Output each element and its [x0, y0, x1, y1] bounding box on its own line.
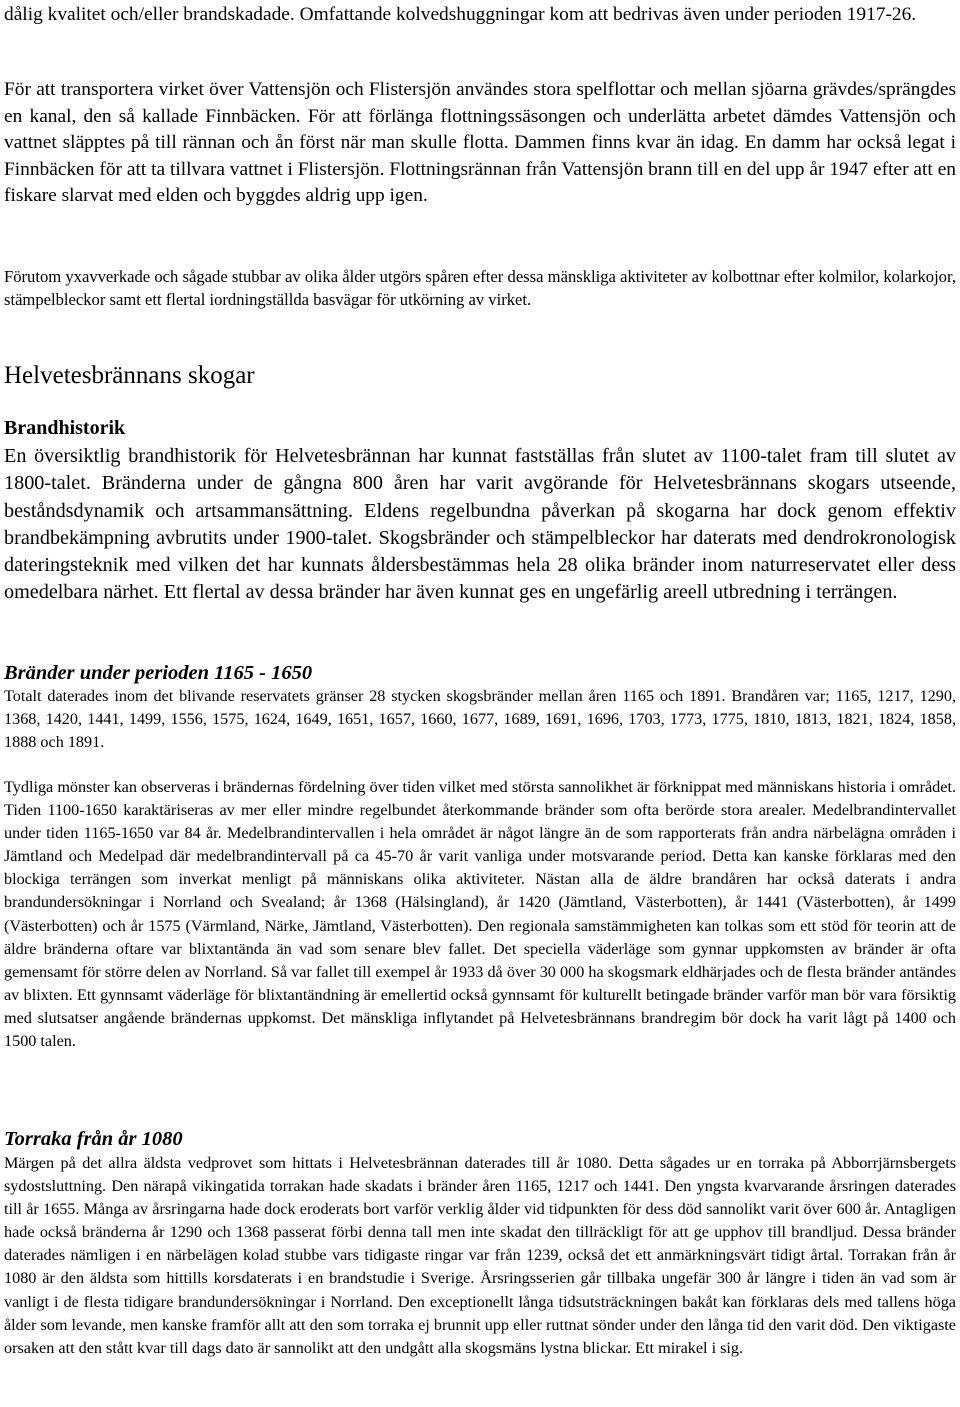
paragraph-kolved-tail: dålig kvalitet och/eller brandskadade. Omfattande kolvedshuggningar kom att bedrivas även under perioden 1917-26. [4, 4, 917, 25]
paragraph-spar: Förutom yxavverkade och sågade stubbar av olika ålder utgörs spåren efter dessa mänskliga aktiviteter av kolbottnar efter kolmilor, kolarkojor, stämpelbleckor samt ett flertal iordningställda basvägar för utkörning av virket. [4, 267, 956, 309]
section-heading: Helvetesbrännans skogar [4, 362, 255, 389]
paragraph-fire-years: Totalt daterades inom det blivande reservatets gränser 28 stycken skogsbränder mellan åren 1165 och 1891. Brandåren var; 1165, 1217, 1290, 1368, 1420, 1441, 1499, 1556, 1575, 1624, 1649, 1651, 1657, 1660, 1677, 1689, 1691, 1696, 1703, 1773, 1775, 1810, 1813, 1821, 1824, 1858, 1888 och 1891. [4, 687, 956, 752]
paragraph-brandhistorik-intro: En översiktlig brandhistorik för Helvetesbrännan har kunnat fastställas från slutet av 1100-talet fram till slutet av 1800-talet. Bränderna under de gångna 800 åren har varit avgörande för Helvetesbrännans skogars utseende, beståndsdynamik och artsammansättning. Eldens regelbundna påverkan på skogarna har dock genom effektiv brandbekämpning avbrutits under 1900-talet. Skogsbränder och stämpelbleckor har daterats med dendrokronologisk dateringsteknik med vilken det har kunnats åldersbestämmas hela 28 olika bränder inom naturreservatet eller dess omedelbara närhet. Ett flertal av dessa bränder har även kunnat ges en ungefärlig areell utbredning i terrängen. [4, 445, 956, 604]
heading-fires-period: Bränder under perioden 1165 - 1650 [4, 662, 313, 684]
heading-torraka: Torraka från år 1080 [4, 1128, 183, 1150]
paragraph-fire-patterns: Tydliga mönster kan observeras i brändernas fördelning över tiden vilket med största sannolikhet är förknippat med människans historia i området. Tiden 1100-1650 karaktäriseras av mer eller mindre regelbundet återkommande bränder som ofta berörde stora arealer. Medelbrandintervallet under tiden 1165-1650 var 84 år. Medelbrandintervallen i hela området är något längre än de som rapporterats från andra närbelägna områden i Jämtland och Medelpad där medelbrandintervall på ca 45-70 år varit vanliga under motsvarande period. Detta kan kanske förklaras med den blockiga terrängen som inverkat menligt på människans olika aktiviteter. Nästan alla de äldre brandåren har också daterats i andra brandundersökningar i Norrland och Svealand; år 1368 (Hälsingland), år 1420 (Jämtland, Västerbotten), år 1441 (Västerbotten), år 1499 (Västerbotten) och år 1575 (Värmland, Närke, Jämtland, Västerbotten). Den regionala samstämmigheten kan tolkas som ett stöd för teorin att de äldre bränderna oftare var blixtantända än vad som senare blev fallet. Det speciella väderläge som gynnar uppkomsten av bränder är ofta gemensamt för större delen av Norrland. Så var fallet till exempel år 1933 då över 30 000 ha skogsmark eldhärjades och de flesta bränder antändes av blixten. Ett gynnsamt väderläge för blixtantändning är emellertid också gynnsamt för kulturellt betingade bränder varför man bör vara försiktig med slutsatser angående brändernas uppkomst. Det mänskliga inflytandet på Helvetesbrännans brandregim bör dock ha varit lågt på 1400 och 1500 talen. [4, 778, 956, 1051]
paragraph-flottning: För att transportera virket över Vattensjön och Flistersjön användes stora spelflottar och mellan sjöarna grävdes/sprängdes en kanal, den så kallade Finnbäcken. För att förlänga flottningssäsongen och underlätta arbetet dämdes Vattensjön och vattnet släpptes på till rännan och ån först när man skulle flotta. Dammen finns kvar än idag. En damm har också legat i Finnbäcken för att ta tillvara vattnet i Flistersjön. Flottningsrännan från Vattensjön brann till en del upp år 1947 efter att en fiskare slarvat med elden och byggdes aldrig upp igen. [4, 79, 956, 206]
subheading-brandhistorik: Brandhistorik [4, 417, 126, 439]
paragraph-torraka: Märgen på det allra äldsta vedprovet som hittats i Helvetesbrännan daterades till år 1080. Detta sågades ur en torraka på Abborrjärnsbergets sydostsluttning. Den närapå vikingatida torrakan hade skadats i bränder åren 1165, 1217 och 1441. Den yngsta kvarvarande årsringen daterades till år 1655. Många av årsringarna hade dock eroderats bort varför verklig ålder vid tidpunkten för dess död sannolikt varit över 600 år. Antagligen hade också bränderna år 1290 och 1368 passerat förbi denna tall men inte skadat den tillräckligt för att ge upphov till brandljud. Dessa bränder daterades nämligen i en närbelägen kolad stubbe vars tidigaste ringar var från 1239, också det ett anmärkningsvärt tidigt årtal. Torrakan från år 1080 är den äldsta som hittills korsdaterats i en brandstudie i Sverige. Årsringsserien går tillbaka ungefär 300 år längre i tiden än vad som är vanligt i de flesta tidigare brandundersökningar i Norrland. Den exceptionellt långa tidsutsträckningen bakåt kan förklaras dels med tallens höga ålder som levande, men kanske framför allt att den som torraka ej brunnit upp eller ruttnat sönder under den långa tid den varit död. Den viktigaste orsaken att den stått kvar till dags dato är sannolikt att den undgått alla skogsmäns lystna blickar. Ett mirakel i sig. [4, 1154, 956, 1357]
